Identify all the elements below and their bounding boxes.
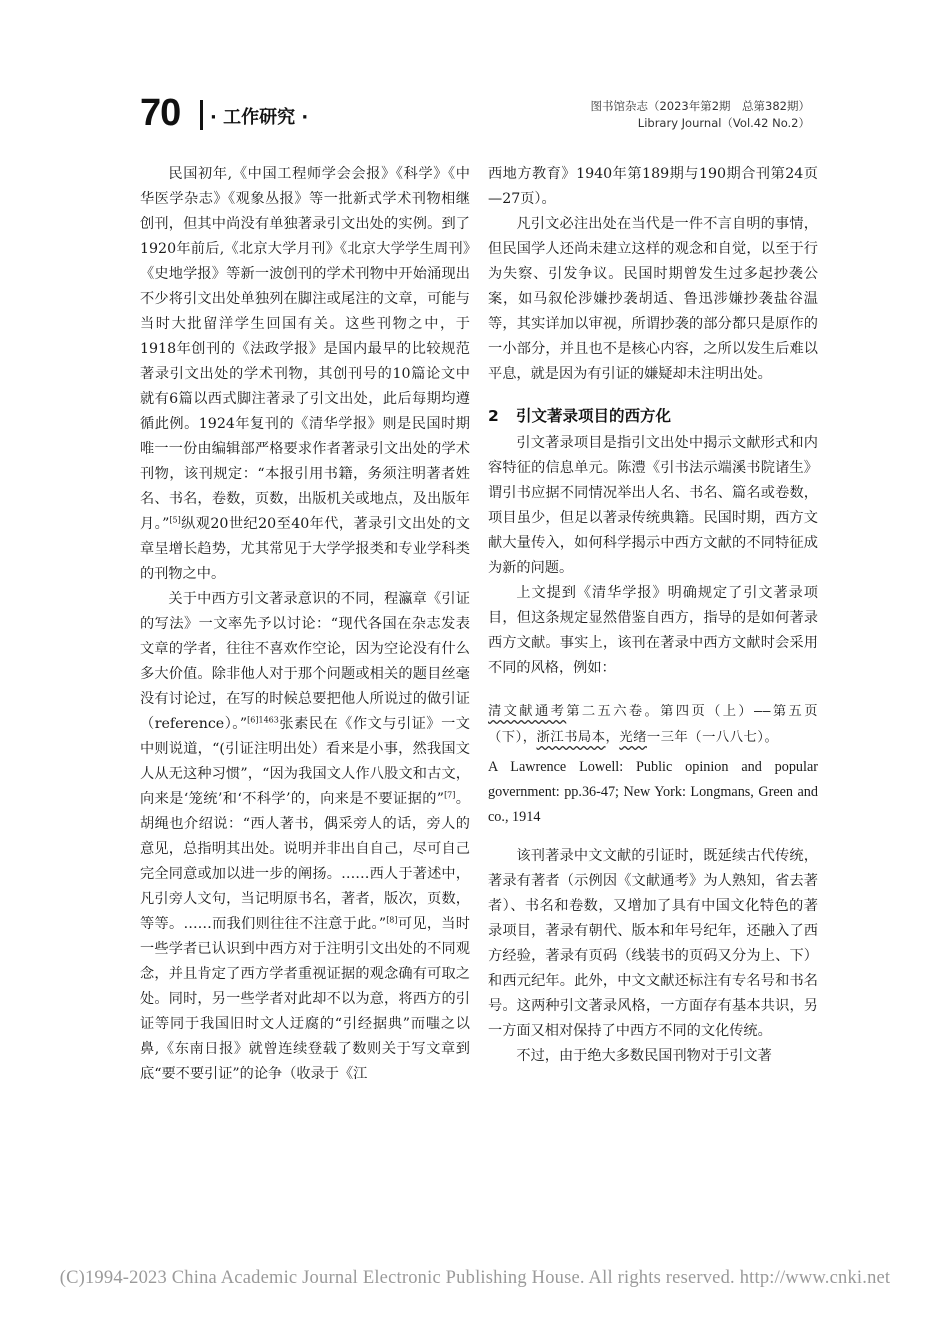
paragraph: 引文著录项目是指引文出处中揭示文献形式和内容特征的信息单元。陈澧《引书法示端溪书院诸生》谓引书应据不同情况举出人名、书名、篇名或卷数，项目虽少，但足以著录传统典籍。民国时期，西方文献大量传入，如何科学揭示中西方文献的不同特征成为新的问题。	[488, 435, 818, 576]
paragraph-text: 张素民在《作文与引证》一文中则说道，“(引证注明出处）看来是小事，然我国文人从无这种习惯”，“因为我国文人作八股文和古文，向来是‘笼统’和‘不科学’的，向来是不要证据的”	[140, 716, 470, 807]
section-label: · 工作研究 ·	[210, 107, 309, 128]
paragraph: 西地方教育》1940年第189期与190期合刊第24页—27页）。	[488, 166, 818, 207]
chinese-citation-example	[488, 699, 818, 751]
journal-info	[590, 98, 810, 132]
paragraph	[140, 587, 470, 1087]
paragraph	[140, 162, 470, 587]
english-citation-example: A Lawrence Lowell: Public opinion and popular government: pp.36-47; New York: Longmans, Green and co., 1914	[488, 759, 818, 825]
proper-noun-mark: 浙江书局本	[536, 730, 606, 745]
paragraph-text: 可见，当时一些学者已认识到中西方对于注明引文出处的不同观念，并且肯定了西方学者重视证据的观念确有可取之处。同时，另一些学者对此却不以为意，将西方的引证等同于我国旧时文人迂腐的“引经据典”而嗤之以鼻,《东南日报》就曾连续登载了数则关于写文章到底“要不要引证”的论争（收录于《江	[140, 916, 470, 1082]
paragraph: 凡引文必注出处在当代是一件不言自明的事情，但民国学人还尚未建立这样的观念和自觉，以至于行为失察、引发争议。民国时期曾发生过多起抄袭公案，如马叙伦涉嫌抄袭胡适、鲁迅涉嫌抄袭盐谷温等，其实详加以审视，所谓抄袭的部分都只是原作的一小部分，并且也不是核心内容，之所以发生后难以平息，就是因为有引证的嫌疑却未注明出处。	[488, 216, 818, 382]
header-divider	[200, 100, 203, 130]
example-text: 第二五六卷。第四页（上）——第五页（下），	[488, 704, 818, 745]
section-heading	[488, 403, 818, 429]
section-number: 2	[488, 407, 499, 425]
book-title-mark: 清文献通考	[488, 704, 567, 719]
citation-ref: [7]	[444, 790, 456, 800]
right-column	[488, 162, 818, 1069]
example-text: 一三年（一八八七）。	[646, 730, 779, 745]
paragraph-text: 关于中西方引文著录意识的不同，程瀛章《引证的写法》一文率先予以讨论：“现代各国在杂志发表文章的学者，往往不喜欢作空论，因为空论没有什么多大价值。除非他人对于那个问题或相关的题目丝毫没有讨论过，在写的时候总要把他人所说过的做引证（reference）。”	[140, 591, 470, 732]
example-text: ，	[605, 730, 620, 745]
paragraph: 该刊著录中文文献的引证时，既延续古代传统，著录有著者（示例因《文献通考》为人熟知，省去著者）、书名和卷数，又增加了具有中国文化特色的著录项目，著录有朝代、版本和年号纪年，还融入了西方经验，著录有页码（线装书的页码又分为上、下）和西元纪年。此外，中文文献还标注有专名号和书名号。这两种引文著录风格，一方面存有基本共识，另一方面又相对保持了中西方不同的文化传统。	[488, 848, 818, 1039]
citation-examples	[488, 699, 818, 830]
journal-info-cn: 图书馆杂志（2023年第2期 总第382期）	[590, 99, 810, 113]
citation-ref: [6]1463	[247, 715, 279, 725]
paragraph: 上文提到《清华学报》明确规定了引文著录项目，但这条规定显然借鉴自西方，指导的是如何著录西方文献。事实上，该刊在著录中西方文献时会采用不同的风格，例如：	[488, 585, 818, 676]
paragraph-text: 纵观20世纪20至40年代，著录引文出处的文章呈增长趋势，尤其常见于大学学报类和专业学科类的刊物之中。	[140, 516, 470, 582]
left-column	[140, 162, 470, 1087]
journal-info-en: Library Journal（Vol.42 No.2）	[637, 116, 810, 130]
proper-noun-mark: 光绪	[619, 730, 647, 745]
paragraph: 不过，由于绝大多数民国刊物对于引文著	[516, 1048, 772, 1064]
page-header	[0, 0, 950, 140]
copyright-footer: (C)1994-2023 China Academic Journal Electronic Publishing House. All rights reserved. http://www.cnki.net	[59, 1268, 891, 1288]
citation-ref: [5]	[169, 515, 181, 525]
section-title: 引文著录项目的西方化	[516, 407, 672, 425]
citation-ref: [8]	[386, 915, 398, 925]
paragraph-text: 。胡绳也介绍说：“西人著书，偶采旁人的话，旁人的意见，总指明其出处。说明并非出自自己，尽可自己完全同意或加以进一步的阐扬。……西人于著述中，凡引旁人文句，当记明原书名，著者，版次，页数，等等。……而我们则往往不注意于此。”	[140, 791, 470, 932]
page-number: 70	[140, 92, 181, 134]
paragraph-text: 民国初年,《中国工程师学会会报》《科学》《中华医学杂志》《观象丛报》等一批新式学术刊物相继创刊，但其中尚没有单独著录引文出处的实例。到了1920年前后,《北京大学月刊》《北京大学学生周刊》《史地学报》等新一波创刊的学术刊物中开始涌现出不少将引文出处单独列在脚注或尾注的文章，可能与当时大批留洋学生回国有关。这些刊物之中，于1918年创刊的《法政学报》是国内最早的比较规范著录引文出处的学术刊物，其创刊号的10篇论文中就有6篇以西式脚注著录了引文出处，此后每期均遵循此例。1924年复刊的《清华学报》则是民国时期唯一一份由编辑部严格要求作者著录引文出处的学术刊物，该刊规定：“本报引用书籍，务须注明著者姓名、书名，卷数，页数，出版机关或地点，及出版年月。”	[140, 166, 470, 532]
